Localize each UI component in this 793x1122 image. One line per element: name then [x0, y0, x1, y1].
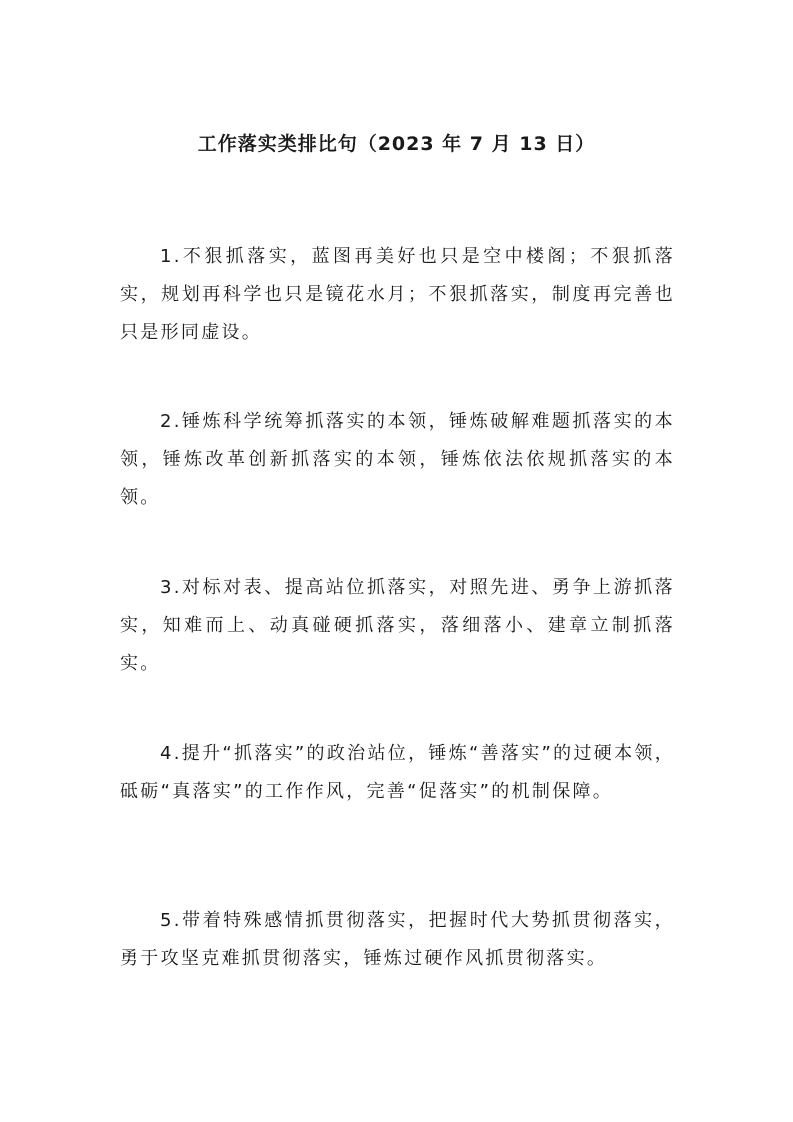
- paragraph-3: 3.对标对表、提高站位抓落实，对照先进、勇争上游抓落实，知难而上、动真碰硬抓落实，落细落小、建章立制抓落实。: [120, 577, 675, 674]
- paragraph-5: 5.带着特殊感情抓贯彻落实，把握时代大势抓贯彻落实，勇于攻坚克难抓贯彻落实，锤炼过硬作风抓贯彻落实。: [120, 910, 675, 969]
- paragraph-1: 1.不狠抓落实，蓝图再美好也只是空中楼阁；不狠抓落实，规划再科学也只是镜花水月；不狠抓落实，制度再完善也只是形同虚设。: [120, 246, 675, 343]
- document-title: 工作落实类排比句（2023 年 7 月 13 日）: [197, 133, 596, 155]
- paragraph-4: 4.提升“抓落实”的政治站位，锤炼“善落实”的过硬本领，砥砺“真落实”的工作作风，完善“促落实”的机制保障。: [120, 743, 675, 802]
- paragraph-2: 2.锤炼科学统筹抓落实的本领，锤炼破解难题抓落实的本领，锤炼改革创新抓落实的本领，锤炼依法依规抓落实的本领。: [120, 411, 675, 508]
